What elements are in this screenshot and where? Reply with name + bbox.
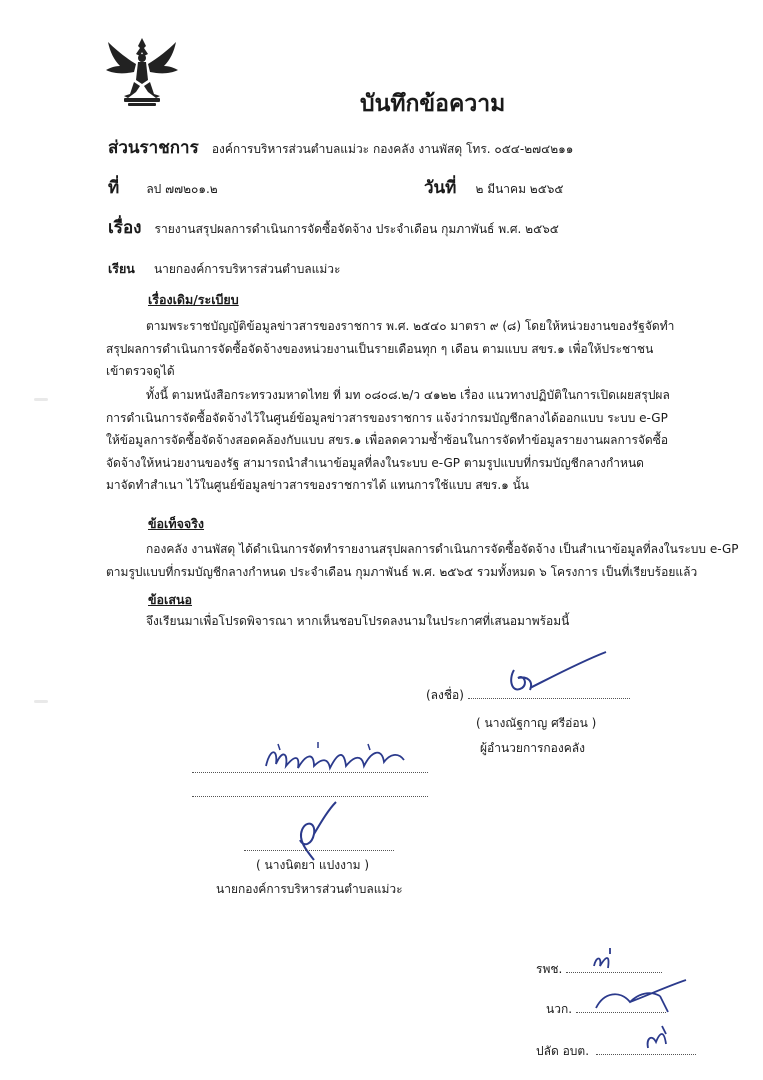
routing-label-3: ปลัด อบต. [536, 1044, 590, 1058]
sign-label: (ลงชื่อ) [426, 688, 464, 702]
date-label: วันที่ [424, 178, 457, 198]
punch-mark [34, 398, 48, 401]
director-signature [500, 650, 610, 700]
paragraph-line: มาจัดทำสำเนา ไว้ในศูนย์ข้อมูลข่าวสารของราชการได้ แทนการใช้แบบ สขร.๑ นั้น [106, 478, 529, 492]
routing-label-2: นวก. [546, 1002, 573, 1016]
paragraph-line: การดำเนินการจัดซื้อจัดจ้างไว้ในศูนย์ข้อมูลข่าวสารของราชการ แจ้งว่ากรมบัญชีกลางได้ออกแบบ ระบบ e-GP [106, 410, 668, 425]
garuda-emblem-icon [104, 36, 180, 108]
routing-label-1: รพช. [536, 962, 563, 976]
background-paragraph-1 [106, 315, 675, 383]
agency-label: ส่วนราชการ [108, 138, 199, 158]
background-paragraph-2 [106, 384, 670, 497]
date-value: ๒ มีนาคม ๒๕๖๕ [475, 182, 564, 196]
proposal-paragraph: จึงเรียนมาเพื่อโปรดพิจารณา หากเห็นชอบโปรดลงนามในประกาศที่เสนอมาพร้อมนี้ [146, 614, 570, 628]
comment-line-1 [192, 772, 428, 773]
paragraph-line: กองคลัง งานพัสดุ ได้ดำเนินการจัดทำรายงานสรุปผลการดำเนินการจัดซื้อจัดจ้าง เป็นสำเนาข้อมูลที่ลงในระบบ e-GP [146, 542, 739, 556]
paragraph-line: สรุปผลการดำเนินการจัดซื้อจัดจ้างของหน่วยงานเป็นรายเดือนทุก ๆ เดือน ตามแบบ สขร.๑ เพื่อให้ประชาชน [106, 341, 654, 356]
agency-value: องค์การบริหารส่วนตำบลแม่วะ กองคลัง งานพัสดุ โทร. ๐๕๔-๒๗๔๒๑๑ [211, 142, 574, 156]
director-position: ผู้อำนวยการกองคลัง [480, 741, 585, 755]
approver-position: นายกองค์การบริหารส่วนตำบลแม่วะ [216, 882, 403, 896]
agency-row [108, 134, 573, 161]
paragraph-line: เข้าตรวจดูได้ [106, 364, 175, 378]
approver-signature-line [244, 850, 394, 851]
approver-name: ( นางนิตยา แปงงาม ) [256, 858, 370, 872]
to-row [108, 258, 341, 279]
routing-initial-1 [588, 944, 628, 974]
routing-initial-2 [590, 978, 690, 1018]
paragraph-line: ให้ข้อมูลการจัดซื้อจัดจ้างสอดคล้องกับแบบ สขร.๑ เพื่อลดความซ้ำซ้อนในการจัดทำข้อมูลรายงานผลการจัดซื้อ [106, 433, 669, 447]
paragraph-line: ตามรูปแบบที่กรมบัญชีกลางกำหนด ประจำเดือน กุมภาพันธ์ พ.ศ. ๒๕๖๕ รวมทั้งหมด ๖ โครงการ เป็นที่เรียบร้อยแล้ว [106, 564, 698, 579]
paragraph-line: จัดจ้างให้หน่วยงานของรัฐ สามารถนำสำเนาข้อมูลที่ลงในระบบ e-GP ตามรูปแบบที่กรมบัญชีกลางกำหนด [106, 455, 644, 470]
memo-title: บันทึกข้อความ [360, 91, 506, 117]
facts-heading: ข้อเท็จจริง [148, 516, 205, 531]
ref-row [108, 174, 218, 201]
to-label: เรียน [108, 261, 135, 276]
approver-signature [284, 800, 344, 864]
ref-value: ลป ๗๗๒๐๑.๒ [146, 182, 218, 196]
comment-line-2 [192, 796, 428, 797]
proposal-heading: ข้อเสนอ [148, 592, 193, 607]
paragraph-line: ตามพระราชบัญญัติข้อมูลข่าวสารของราชการ พ.ศ. ๒๕๔๐ มาตรา ๙ (๘) โดยให้หน่วยงานของรัฐจัดทำ [146, 319, 675, 333]
routing-initial-3 [640, 1020, 680, 1056]
punch-mark [34, 700, 48, 703]
to-value: นายกองค์การบริหารส่วนตำบลแม่วะ [153, 262, 341, 276]
paragraph-line: ทั้งนี้ ตามหนังสือกระทรวงมหาดไทย ที่ มท ๐๘๐๘.๒/ว ๔๑๒๒ เรื่อง แนวทางปฏิบัติในการเปิดเผยสรุปผล [146, 388, 670, 402]
facts-paragraph [106, 538, 739, 583]
director-name: ( นางณัฐกาญ ศรีอ่อน ) [476, 716, 597, 730]
subject-row [108, 214, 559, 241]
subject-value: รายงานสรุปผลการดำเนินการจัดซื้อจัดจ้าง ประจำเดือน กุมภาพันธ์ พ.ศ. ๒๕๖๕ [154, 222, 559, 236]
ref-label: ที่ [108, 178, 120, 198]
subject-label: เรื่อง [108, 218, 142, 238]
date-row [424, 174, 564, 201]
background-heading: เรื่องเดิม/ระเบียบ [148, 292, 239, 307]
